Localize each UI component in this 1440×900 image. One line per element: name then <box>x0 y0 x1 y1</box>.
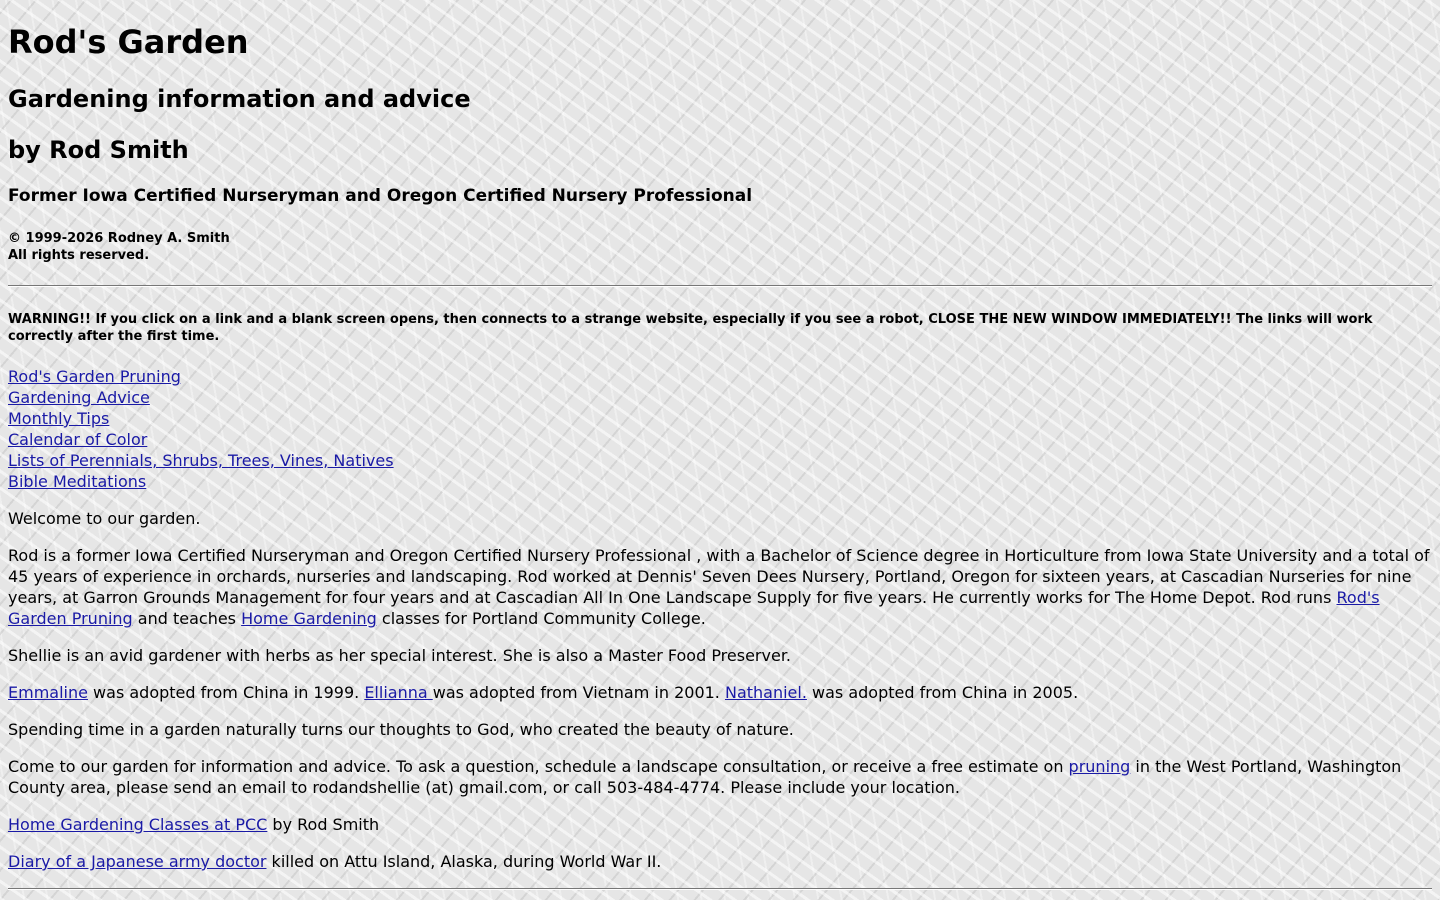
divider-bottom <box>8 888 1432 890</box>
contact-paragraph <box>8 756 1432 798</box>
link-home-gardening-classes[interactable]: Home Gardening Classes at PCC <box>8 815 268 834</box>
link-emmaline[interactable]: Emmaline <box>8 683 88 702</box>
page-subtitle: Gardening information and advice <box>8 85 471 113</box>
link-rods-garden-pruning-inline[interactable]: Rod's Garden Pruning <box>8 588 1380 628</box>
byline: by Rod Smith <box>8 136 189 164</box>
credential-heading: Former Iowa Certified Nurseryman and Oregon Certified Nursery Professional <box>8 186 753 206</box>
link-monthly-tips[interactable]: Monthly Tips <box>8 409 110 428</box>
rod-classes-text: classes for Portland Community College. <box>376 609 706 628</box>
ellianna-text: was adopted from Vietnam in 2001. <box>432 683 725 702</box>
diary-paragraph <box>8 851 1432 872</box>
nav-links <box>8 366 394 492</box>
welcome-text: Welcome to our garden. <box>8 509 201 528</box>
classes-tail-text: by Rod Smith <box>267 815 380 834</box>
diary-tail-text: killed on Attu Island, Alaska, during World War II. <box>266 852 662 871</box>
rod-and-teaches-text: and teaches <box>132 609 242 628</box>
rod-intro-paragraph <box>8 545 1432 629</box>
link-bible-meditations[interactable]: Bible Meditations <box>8 472 147 491</box>
copyright-line: © 1999-2026 Rodney A. Smith <box>8 231 230 246</box>
spending-paragraph: Spending time in a garden naturally turns our thoughts to God, who created the beauty of nature. <box>8 720 794 739</box>
rod-intro-text: Rod is a former Iowa Certified Nurseryman and Oregon Certified Nursery Professional , with a Bachelor of Science degree in Horticulture from Iowa State University and a total of 45 years of experience in orchards, nurseries and landscaping. Rod worked at Dennis' Seven Dees Nursery, Portland, Oregon for sixteen years, at Cascadian Nurseries for nine years, at Garron Grounds Management for four years and at Cascadian All In One Landscape Supply for five years. He currently works for The Home Depot. Rod runs <box>8 546 1430 607</box>
link-home-gardening-inline[interactable]: Home Gardening <box>241 609 377 628</box>
link-gardening-advice[interactable]: Gardening Advice <box>8 388 150 407</box>
page-title: Rod's Garden <box>8 23 249 61</box>
link-calendar-of-color[interactable]: Calendar of Color <box>8 430 148 449</box>
link-rods-garden-pruning[interactable]: Rod's Garden Pruning <box>8 367 181 386</box>
contact-text: Come to our garden for information and advice. To ask a question, schedule a landscape consultation, or receive a free estimate on <box>8 757 1069 776</box>
emmaline-text: was adopted from China in 1999. <box>87 683 365 702</box>
link-plant-lists[interactable]: Lists of Perennials, Shrubs, Trees, Vines, Natives <box>8 451 394 470</box>
shellie-paragraph: Shellie is an avid gardener with herbs as her special interest. She is also a Master Food Preserver. <box>8 646 792 665</box>
link-pruning-inline[interactable]: pruning <box>1068 757 1131 776</box>
link-japanese-army-doctor-diary[interactable]: Diary of a Japanese army doctor <box>8 852 267 871</box>
warning-notice: WARNING!! If you click on a link and a blank screen opens, then connects to a strange website, especially if you see a robot, CLOSE THE NEW WINDOW IMMEDIATELY!! The links will work correctly after the first time. <box>8 312 1373 344</box>
classes-paragraph <box>8 814 1432 835</box>
divider-top <box>8 285 1432 287</box>
contact-tail-text: in the West Portland, Washington County area, please send an email to rodandshellie (at) gmail.com, or call 503-484-4774. Please include your location. <box>8 757 1402 797</box>
nathaniel-text: was adopted from China in 2005. <box>806 683 1079 702</box>
link-ellianna[interactable]: Ellianna <box>364 683 433 702</box>
copyright <box>8 230 230 264</box>
children-paragraph <box>8 682 1432 703</box>
rights-line: All rights reserved. <box>8 248 150 263</box>
link-nathaniel[interactable]: Nathaniel. <box>724 683 807 702</box>
